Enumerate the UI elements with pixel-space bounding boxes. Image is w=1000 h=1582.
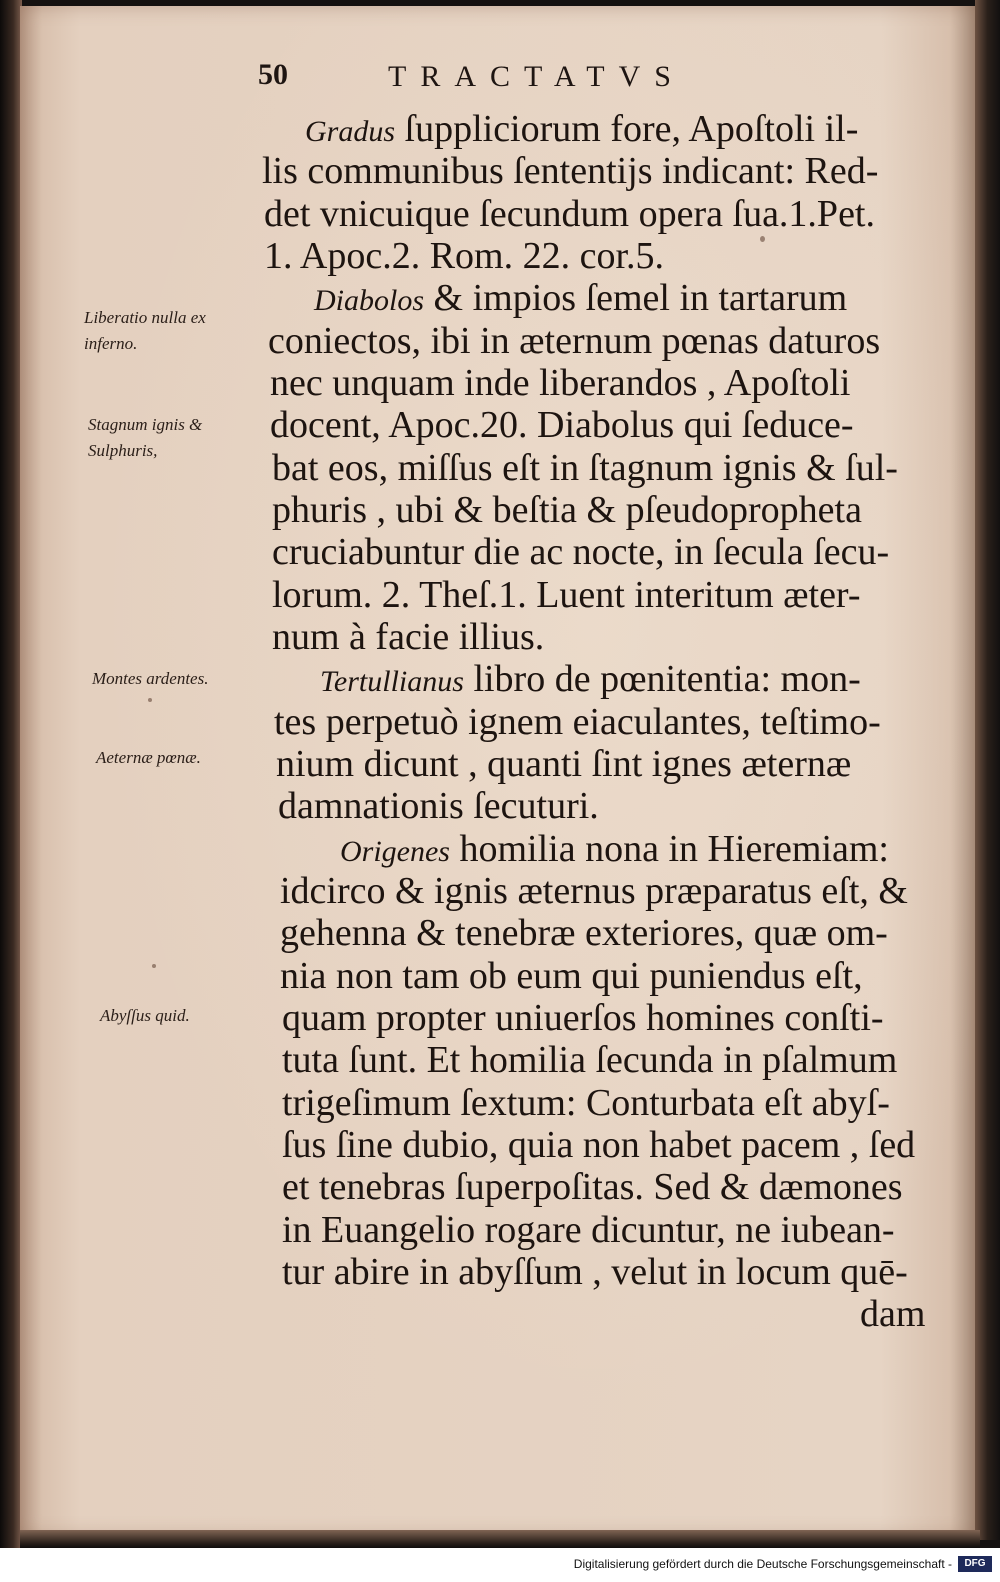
text-line (305, 108, 858, 153)
lead-word: Gradus (305, 115, 396, 148)
text-line (314, 277, 847, 322)
line-text: cruciabuntur die ac nocte, in ſecula ſecu- (272, 531, 890, 573)
text-line (280, 955, 863, 1000)
text-line (276, 743, 851, 788)
lead-word: Tertullianus (320, 665, 464, 698)
text-line (272, 531, 889, 576)
text-line (272, 616, 544, 661)
margin-note-line: Sulphuris, (88, 441, 158, 460)
text-line (270, 362, 850, 407)
margin-note-line: inferno. (84, 334, 138, 353)
text-line (320, 658, 861, 703)
line-text: tur abire in abyſſum , velut in locum quē- (282, 1251, 908, 1293)
text-line (268, 320, 880, 365)
lead-word: Origenes (340, 835, 450, 868)
text-line (282, 1039, 897, 1084)
line-text: & impios ſemel in tartarum (424, 277, 848, 319)
footer-bar (0, 1548, 1000, 1582)
text-line (280, 870, 908, 915)
line-text: et tenebras ſuperpoſitas. Sed & dæmones (282, 1166, 903, 1208)
line-text: phuris , ubi & beſtia & pſeudopropheta (272, 489, 862, 531)
margin-note-line: Stagnum ignis & (88, 415, 203, 434)
text-line (860, 1293, 925, 1338)
margin-note-line: Abyſſus quid. (100, 1006, 190, 1025)
line-text: nia non tam ob eum qui puniendus eſt, (280, 955, 863, 997)
text-line (340, 828, 889, 873)
line-text: tuta ſunt. Et homilia ſecunda in pſalmum (282, 1039, 898, 1081)
line-text: num à facie illius. (272, 616, 545, 658)
footer-credit: Digitalisierung gefördert durch die Deutsche Forschungsgemeinschaft - (573, 1557, 952, 1571)
text-line (264, 193, 875, 238)
book-edge-bottom (20, 1530, 980, 1548)
line-text: tes perpetuò ignem eiaculantes, teſtimo- (274, 701, 881, 743)
text-line (282, 1166, 903, 1211)
text-line (282, 1124, 915, 1169)
line-text: ſus ſine dubio, quia non habet pacem , ſed (282, 1124, 916, 1166)
text-line (272, 489, 862, 534)
text-line (264, 235, 664, 280)
line-text: quam propter uniuerſos homines conſti- (282, 997, 884, 1039)
line-text: in Euangelio rogare dicuntur, ne iubean- (282, 1209, 895, 1251)
text-line (280, 912, 888, 957)
line-text: trigeſimum ſextum: Conturbata eſt abyſ- (282, 1082, 890, 1124)
margin-note-line: Montes ardentes. (92, 669, 209, 688)
margin-note (96, 745, 201, 771)
margin-note (92, 666, 208, 692)
margin-note (100, 1003, 190, 1029)
line-text: nec unquam inde liberandos , Apoſtoli (270, 362, 851, 404)
margin-note-line: Aeternæ pœnæ. (96, 748, 201, 767)
lead-word: Diabolos (314, 284, 425, 317)
line-text: dam (860, 1293, 926, 1335)
line-text: docent, Apoc.20. Diabolus qui ſeduce- (270, 404, 854, 446)
text-line (262, 150, 878, 195)
line-text: damnationis ſecuturi. (278, 785, 599, 827)
line-text: ſuppliciorum fore, Apoſtoli il- (395, 108, 859, 150)
line-text: coniectos, ibi in æternum pœnas daturos (268, 320, 881, 362)
text-line (274, 701, 881, 746)
text-line (272, 447, 898, 492)
text-line (272, 574, 860, 619)
text-line (282, 1209, 895, 1254)
dfg-logo: DFG (958, 1556, 992, 1572)
line-text: bat eos, miſſus eſt in ſtagnum ignis & ſul- (272, 447, 898, 489)
text-line (282, 1082, 890, 1127)
line-text: lis communibus ſententijs indicant: Red- (262, 150, 879, 192)
book-binding-left (0, 0, 22, 1582)
ink-spot (152, 964, 156, 968)
book-edge-right (975, 0, 1000, 1540)
line-text: lorum. 2. Theſ.1. Luent interitum æter- (272, 574, 861, 616)
line-text: idcirco & ignis æternus præparatus eſt, & (280, 870, 908, 912)
ink-spot (148, 698, 152, 702)
margin-note (88, 412, 202, 464)
line-text: 1. Apoc.2. Rom. 22. cor.5. (264, 235, 665, 277)
line-text: det vnicuique ſecundum opera ſua.1.Pet. (264, 193, 875, 235)
margin-note (84, 305, 206, 357)
running-head (258, 52, 858, 102)
page-number: 50 (258, 58, 288, 91)
text-line (282, 1251, 908, 1296)
line-text: libro de pœnitentia: mon- (463, 658, 861, 700)
text-line (270, 404, 854, 449)
running-head-title: TRACTATVS (388, 60, 685, 93)
line-text: nium dicunt , quanti ſint ignes æternæ (276, 743, 852, 785)
text-line (278, 785, 599, 830)
line-text: gehenna & tenebræ exteriores, quæ om- (280, 912, 888, 954)
line-text: homilia nona in Hieremiam: (449, 828, 889, 870)
margin-note-line: Liberatio nulla ex (84, 308, 206, 327)
text-line (282, 997, 884, 1042)
